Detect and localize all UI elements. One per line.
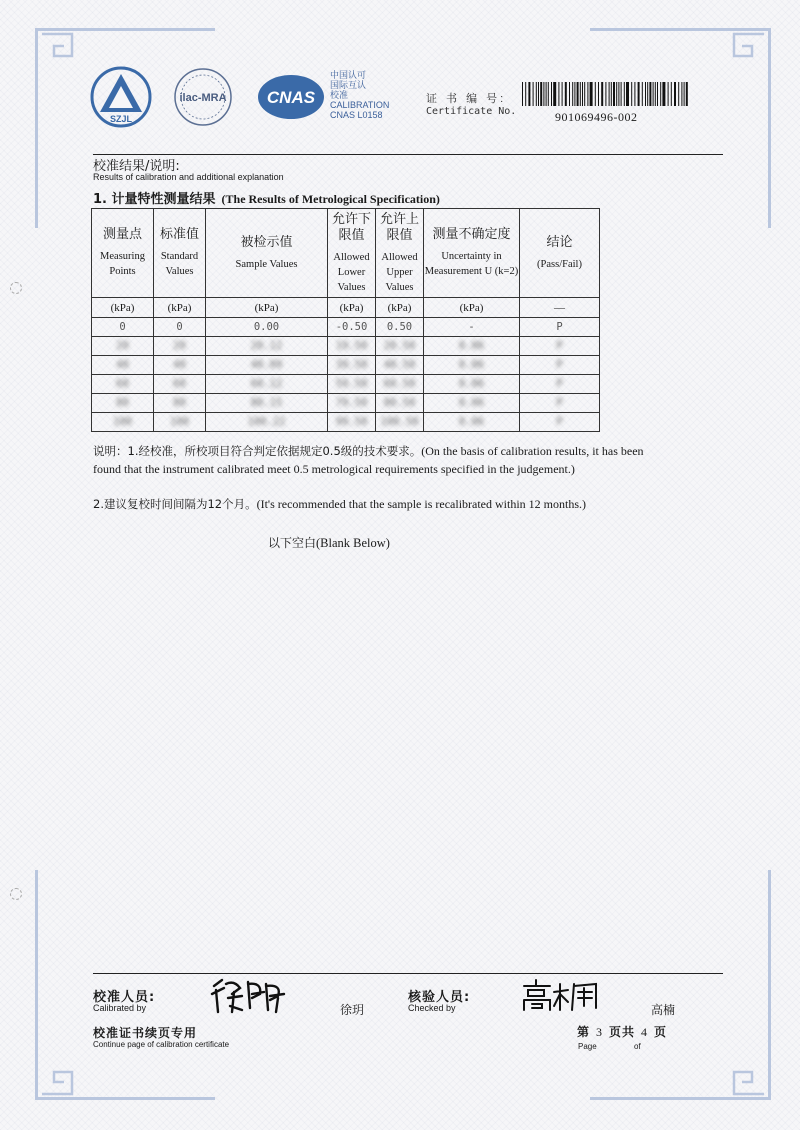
continue-page-label-en: Continue page of calibration certificate <box>93 1040 230 1049</box>
table-cell: 60 <box>92 375 154 394</box>
table-cell: P <box>520 318 600 337</box>
svg-text:SZJL: SZJL <box>109 114 133 124</box>
table-cell: 40.09 <box>206 356 328 375</box>
table-cell: 20 <box>154 337 206 356</box>
units-row <box>92 298 600 318</box>
table-cell: 79.50 <box>328 394 376 413</box>
table-cell: P <box>520 413 600 432</box>
results-table <box>91 208 600 432</box>
unit-cell: (kPa) <box>92 298 154 318</box>
column-header: 测量不确定度 Uncertainty in Measurement U (k=2) <box>424 209 520 298</box>
divider-top <box>93 154 723 155</box>
table-cell: 0.06 <box>424 337 520 356</box>
calibrated-by-label: 校准人员: <box>93 990 156 1005</box>
checked-by-label: 核验人员: <box>408 990 471 1005</box>
table-row <box>92 375 600 394</box>
page-label-en: Page <box>578 1042 597 1051</box>
table-cell: 39.50 <box>328 356 376 375</box>
column-header: 标准值 Standard Values <box>154 209 206 298</box>
table-cell: -0.50 <box>328 318 376 337</box>
checked-by-label-en: Checked by <box>408 1003 456 1013</box>
section-title-en: Results of calibration and additional explanation <box>93 172 284 182</box>
note-2: 2.建议复校时间间隔为12个月。(It's recommended that the sample is recalibrated within 12 months.) <box>93 497 587 511</box>
table-cell: - <box>424 318 520 337</box>
table-cell: P <box>520 394 600 413</box>
table-cell: 60.12 <box>206 375 328 394</box>
szjl-logo <box>90 66 152 128</box>
table-cell: 100.50 <box>376 413 424 432</box>
table-cell: 0 <box>92 318 154 337</box>
continue-page-label: 校准证书续页专用 <box>93 1026 198 1040</box>
column-header: 允许上限值 Allowed Upper Values <box>376 209 424 298</box>
table-cell: 0.06 <box>424 375 520 394</box>
table-cell: 20.50 <box>376 337 424 356</box>
calibrator-name: 徐玥 <box>340 1003 365 1017</box>
table-cell: 40 <box>92 356 154 375</box>
table-cell: 40 <box>154 356 206 375</box>
table-cell: 60 <box>154 375 206 394</box>
table-cell: 19.50 <box>328 337 376 356</box>
table-cell: 0 <box>154 318 206 337</box>
calibrator-signature <box>208 976 294 1016</box>
results-title: 1. 计量特性测量结果 (The Results of Metrological Specification) <box>93 192 440 207</box>
of-label-en: of <box>634 1042 641 1051</box>
binding-hole <box>10 282 22 294</box>
certificate-number-label-cn: 证 书 编 号: <box>426 93 507 105</box>
calibrated-by-label-en: Calibrated by <box>93 1003 147 1013</box>
table-cell: 80 <box>92 394 154 413</box>
table-cell: P <box>520 375 600 394</box>
table-cell: 0.06 <box>424 356 520 375</box>
column-header: 结论 (Pass/Fail) <box>520 209 600 298</box>
barcode <box>522 82 688 106</box>
table-cell: 60.50 <box>376 375 424 394</box>
column-header: 被检示值 Sample Values <box>206 209 328 298</box>
table-header-row <box>92 209 600 298</box>
unit-cell: (kPa) <box>206 298 328 318</box>
table-cell: 59.50 <box>328 375 376 394</box>
table-cell: 100 <box>92 413 154 432</box>
column-header: 测量点 Measuring Points <box>92 209 154 298</box>
page-number: 第 3 页共 4 页 <box>577 1025 668 1039</box>
cnas-logo <box>256 72 326 122</box>
current-page: 3 <box>596 1025 604 1039</box>
table-cell: 0.50 <box>376 318 424 337</box>
unit-cell: (kPa) <box>376 298 424 318</box>
column-header: 允许下限值 Allowed Lower Values <box>328 209 376 298</box>
table-cell: 80.50 <box>376 394 424 413</box>
table-row <box>92 356 600 375</box>
certificate-number: 901069496-002 <box>555 110 638 124</box>
table-cell: 100.22 <box>206 413 328 432</box>
checker-signature <box>520 978 606 1012</box>
svg-text:CNAS: CNAS <box>266 88 316 107</box>
table-cell: 20.12 <box>206 337 328 356</box>
unit-cell: (kPa) <box>328 298 376 318</box>
table-cell: P <box>520 356 600 375</box>
table-cell: 99.50 <box>328 413 376 432</box>
section-title: 校准结果/说明: <box>93 159 180 174</box>
unit-cell: (kPa) <box>154 298 206 318</box>
table-cell: 40.50 <box>376 356 424 375</box>
table-cell: 80 <box>154 394 206 413</box>
total-pages: 4 <box>641 1025 649 1039</box>
certificate-number-label-en: Certificate No. <box>426 106 517 117</box>
table-cell: 100 <box>154 413 206 432</box>
table-row <box>92 318 600 337</box>
unit-cell: (kPa) <box>424 298 520 318</box>
table-row <box>92 394 600 413</box>
table-row <box>92 413 600 432</box>
table-row <box>92 337 600 356</box>
table-cell: 0.06 <box>424 394 520 413</box>
binding-hole <box>10 888 22 900</box>
checker-name: 高楠 <box>651 1003 676 1017</box>
unit-cell: — <box>520 298 600 318</box>
ilac-mra-logo <box>172 66 234 128</box>
table-cell: P <box>520 337 600 356</box>
table-cell: 80.15 <box>206 394 328 413</box>
blank-below-text: 以下空白(Blank Below) <box>268 536 390 550</box>
divider-bottom <box>93 973 723 974</box>
table-cell: 20 <box>92 337 154 356</box>
table-cell: 0.06 <box>424 413 520 432</box>
cnas-accreditation-text: 中国认可 国际互认 校准 CALIBRATION CNAS L0158 <box>330 70 390 120</box>
note-1: 说明：1.经校准，所校项目符合判定依据规定0.5级的技术要求。(On the basis of calibration results, it has been found that the instrument calibrated meet 0.5 metrological requirements specified in the judgement.) <box>93 444 644 476</box>
svg-text:ilac-MRA: ilac-MRA <box>179 92 227 104</box>
table-cell: 0.00 <box>206 318 328 337</box>
